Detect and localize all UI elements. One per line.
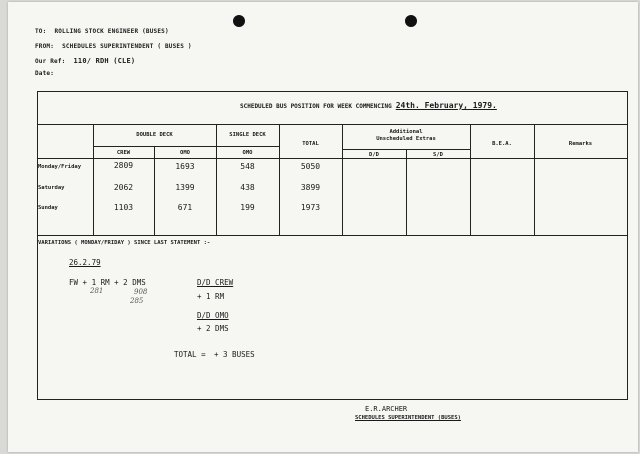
sunday-crew: 1103 (113, 203, 134, 212)
ref-label: Our Ref: (35, 58, 66, 65)
header-remarks: Remarks (568, 141, 593, 147)
dd-crew-label: D/D CREW (197, 278, 234, 287)
punch-hole-left (233, 15, 245, 27)
to-label: TO: (35, 28, 47, 35)
table-title (240, 101, 497, 110)
date-line (35, 70, 54, 77)
header-total: TOTAL (302, 141, 319, 147)
saturday-dd-omo: 1399 (175, 183, 195, 192)
row-label-monday-friday: Monday/Friday (38, 164, 82, 170)
from-value: SCHEDULES SUPERINTENDENT ( BUSES ) (62, 43, 192, 50)
variations-total-label: TOTAL = (174, 350, 206, 359)
header-unscheduled-extras: Unscheduled Extras (376, 136, 436, 142)
ref-line (35, 57, 135, 65)
row-label-saturday: Saturday (38, 185, 65, 191)
dd-crew-value: + 1 RM (197, 292, 225, 301)
header-crew: CREW (116, 150, 131, 156)
variations-total-value: + 3 BUSES (214, 350, 255, 359)
header-single-deck: SINGLE DECK (229, 132, 266, 138)
variations-fleet-line: FW + 1 RM + 2 DMS (69, 278, 146, 287)
header-sd-omo: OMO (242, 150, 253, 156)
header-double-deck: DOUBLE DECK (136, 132, 173, 138)
table-title-row (38, 92, 627, 125)
date-label: Date: (35, 70, 55, 77)
handwritten-note-a: 281 (90, 287, 104, 295)
week-date: 24th. February, 1979. (395, 101, 497, 110)
dd-omo-value: + 2 DMS (197, 324, 229, 333)
header-bea: B.E.A. (492, 141, 512, 147)
saturday-sd-omo: 438 (240, 183, 255, 192)
header-dd: D/D (369, 152, 379, 158)
bus-position-table (38, 125, 627, 236)
sunday-total: 1973 (300, 203, 321, 212)
bus-position-frame (37, 91, 628, 400)
monday-friday-total: 5050 (300, 162, 321, 171)
signature-title: SCHEDULES SUPERINTENDENT (BUSES) (355, 415, 461, 421)
monday-friday-dd-omo: 1693 (175, 162, 195, 171)
header-additional: Additional (389, 129, 423, 135)
header-sd: S/D (433, 152, 443, 158)
from-label: FROM: (35, 43, 55, 50)
header-dd-omo: OMO (180, 150, 190, 156)
from-line (35, 43, 192, 50)
row-label-sunday: Sunday (38, 205, 58, 211)
handwritten-note-b: 908 (134, 288, 148, 296)
handwritten-note-c: 285 (130, 297, 144, 305)
monday-friday-crew: 2809 (113, 161, 134, 170)
signature-name: E.R.ARCHER (365, 405, 408, 413)
ref-value: 110/ RDH (CLE) (73, 57, 136, 65)
saturday-crew: 2062 (113, 183, 134, 192)
dd-omo-label: D/D OMO (197, 311, 229, 320)
table-title-text: SCHEDULED BUS POSITION FOR WEEK COMMENCING (240, 103, 392, 110)
to-value: ROLLING STOCK ENGINEER (BUSES) (54, 28, 169, 35)
sunday-sd-omo: 199 (240, 203, 255, 212)
to-line (35, 28, 169, 35)
document-sheet (8, 2, 638, 452)
variations-date: 26.2.79 (69, 258, 101, 267)
sunday-dd-omo: 671 (177, 203, 193, 212)
punch-hole-right (405, 15, 417, 27)
saturday-total: 3899 (300, 183, 321, 192)
monday-friday-sd-omo: 548 (240, 162, 255, 171)
variations-heading: VARIATIONS ( MONDAY/FRIDAY ) SINCE LAST STATEMENT :- (38, 240, 211, 246)
